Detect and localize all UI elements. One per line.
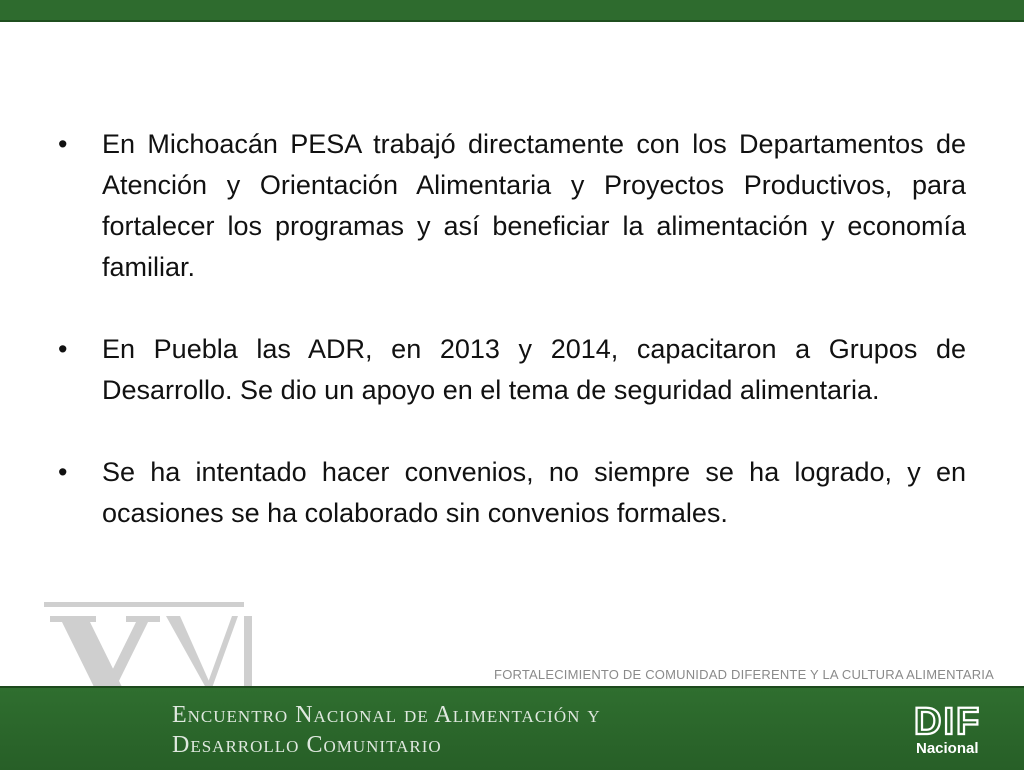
bullet-list [58, 124, 966, 575]
bullet-item [58, 452, 966, 534]
bullet-item [58, 124, 966, 288]
svg-text:DIF: DIF [914, 701, 982, 740]
top-green-bar [0, 0, 1024, 22]
bullet-text: En Michoacán PESA trabajó directamente con los Departamentos de Atención y Orientación Alimentaria y Proyectos Productivos, para fortalecer los programas y así beneficiar la alimentación y economía familiar. [102, 129, 966, 282]
dif-label: Nacional [916, 740, 979, 757]
bullet-marker: • [58, 457, 68, 487]
i-glyph [244, 616, 252, 688]
roman-numeral-text: XVI [40, 592, 42, 593]
event-title-line-1: Encuentro Nacional de Alimentación y [172, 702, 601, 728]
bullet-marker: • [58, 334, 68, 364]
bullet-marker: • [58, 129, 68, 159]
footer-tagline: FORTALECIMIENTO DE COMUNIDAD DIFERENTE Y LA CULTURA ALIMENTARIA [494, 667, 994, 682]
bullet-text: En Puebla las ADR, en 2013 y 2014, capacitaron a Grupos de Desarrollo. Se dio un apoyo en el tema de seguridad alimentaria. [102, 334, 966, 405]
v-glyph [166, 616, 238, 688]
dif-logo [914, 700, 994, 760]
event-title-line-2: Desarrollo Comunitario [172, 732, 442, 758]
bullet-text: Se ha intentado hacer convenios, no siempre se ha logrado, y en ocasiones se ha colaborado sin convenios formales. [102, 457, 966, 528]
event-title [172, 700, 601, 760]
bullet-item [58, 329, 966, 411]
dif-letters-icon [914, 700, 994, 740]
